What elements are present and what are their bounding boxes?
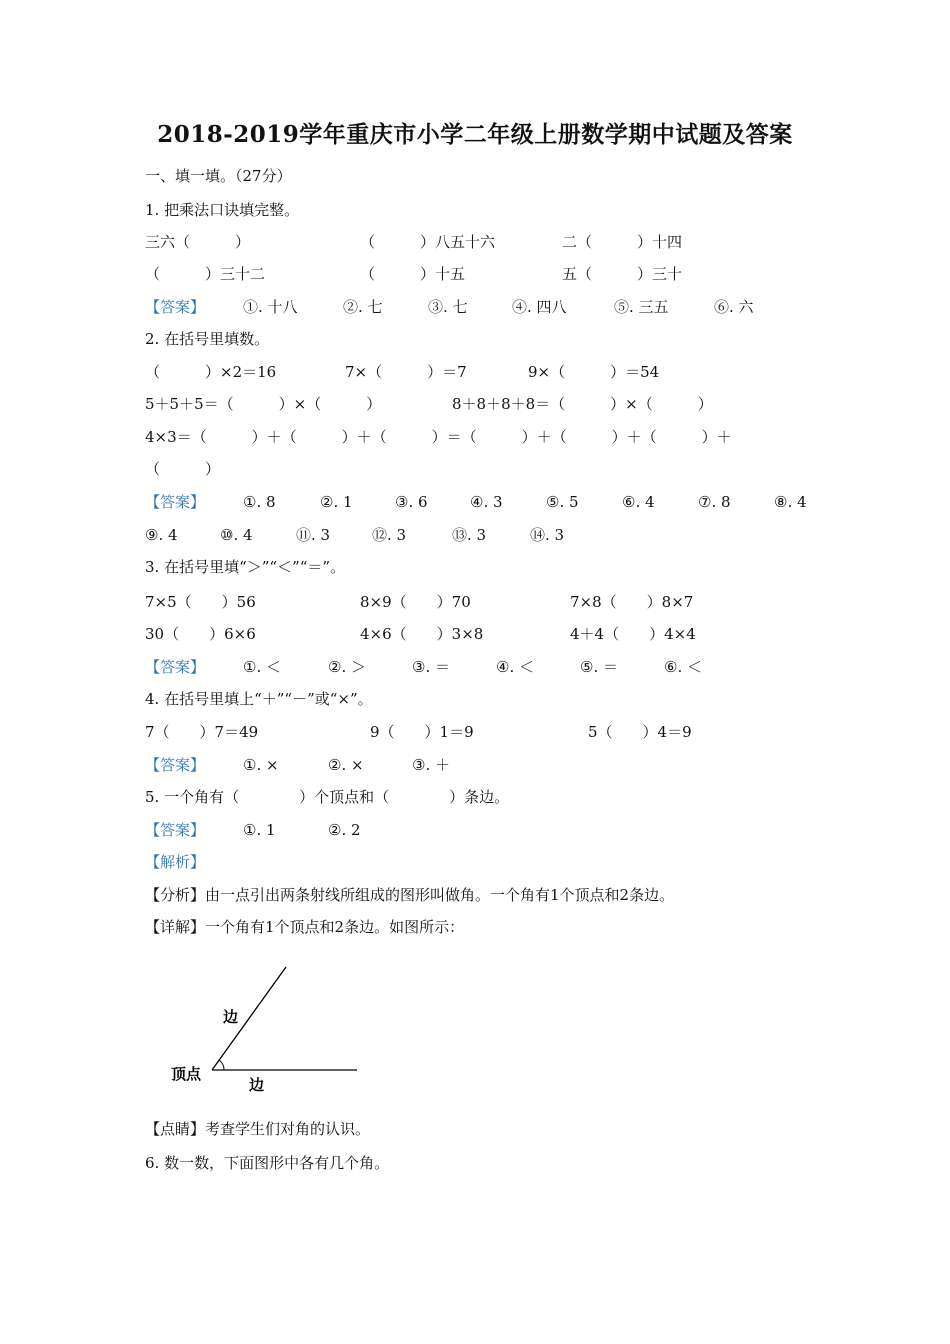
angle-arc [219, 1060, 224, 1070]
side-label-upper: 边 [223, 1008, 239, 1026]
answer-item: ②. ＞ [328, 658, 366, 676]
question-6-stem: 6. 数一数，下面图形中各有几个角。 [145, 1154, 390, 1172]
question-1-row-2 [0, 264, 950, 284]
answer-item: ③. ＝ [412, 658, 450, 676]
question-3-stem: 3. 在括号里填“＞”“＜”“＝”。 [145, 558, 346, 576]
blank-item: 30（ ）6×6 [145, 625, 256, 643]
blank-item: 4×6（ ）3×8 [360, 625, 484, 643]
answer-tag: 【答案】 [145, 493, 206, 511]
blank-item: 7×5（ ）56 [145, 593, 256, 611]
blank-item: 9（ ）1＝9 [370, 723, 474, 741]
detail-text: 【详解】一个角有1个顶点和2条边。如图所示： [145, 918, 465, 936]
blank-item: 7（ ）7＝49 [145, 723, 259, 741]
answer-item: ①. × [243, 756, 279, 774]
blank-item: （ ）八五十六 [360, 233, 496, 251]
question-4-answers [0, 755, 950, 775]
comment-text: 【点睛】考查学生们对角的认识。 [145, 1120, 371, 1138]
section-heading: 一、填一填。（27分） [145, 167, 292, 185]
question-1-stem: 1. 把乘法口诀填完整。 [145, 201, 300, 219]
answer-item: ⑭. 3 [530, 526, 565, 544]
blank-item: 三六（ ） [145, 233, 251, 251]
answer-item: ④. 3 [470, 493, 503, 511]
answer-item: ③. 6 [395, 493, 428, 511]
answer-item: ③. 七 [428, 298, 468, 316]
answer-item: ⑥. 4 [622, 493, 655, 511]
question-2-row-3: 4×3＝（ ）＋（ ）＋（ ）＝（ ）＋（ ）＋（ ）＋ [145, 428, 732, 446]
blank-item: （ ）十五 [360, 265, 466, 283]
answer-item: ⑩. 4 [220, 526, 253, 544]
answer-item: ⑤. 三五 [614, 298, 669, 316]
question-2-row-1 [0, 362, 950, 382]
blank-item: 4＋4（ ）4×4 [570, 625, 696, 643]
answer-tag: 【答案】 [145, 821, 206, 839]
question-2-row-2 [0, 394, 950, 414]
analysis-text: 【分析】由一点引出两条射线所组成的图形叫做角。一个角有1个顶点和2条边。 [145, 886, 675, 904]
analysis-tag: 【解析】 [145, 853, 206, 871]
answer-item: ⑦. 8 [698, 493, 731, 511]
blank-item: 5＋5＋5＝（ ）×（ ） [145, 395, 382, 413]
answer-item: ⑧. 4 [774, 493, 807, 511]
blank-item: 9×（ ）＝54 [528, 363, 660, 381]
answer-item: ①. 1 [243, 821, 276, 839]
blank-item: 5（ ）4＝9 [588, 723, 692, 741]
question-1-answers [0, 297, 950, 317]
answer-item: ④. ＜ [496, 658, 534, 676]
blank-item: 7×（ ）＝7 [345, 363, 467, 381]
answer-item: ③. ＋ [412, 756, 450, 774]
angle-figure [165, 962, 365, 1097]
question-2-answers-1 [0, 492, 950, 512]
question-1-row-1 [0, 232, 950, 252]
page-title: 2018-2019学年重庆市小学二年级上册数学期中试题及答案 [157, 121, 793, 148]
question-2-row-4: （ ） [145, 460, 221, 478]
question-5-stem: 5. 一个角有（ ）个顶点和（ ）条边。 [145, 788, 510, 806]
answer-item: ①. 十八 [243, 298, 298, 316]
question-3-row-2 [0, 624, 950, 644]
answer-item: ⑥. 六 [714, 298, 754, 316]
blank-item: 8×9（ ）70 [360, 593, 471, 611]
blank-item: 二（ ）十四 [562, 233, 683, 251]
answer-item: ②. × [328, 756, 364, 774]
question-2-answers-2 [0, 525, 950, 545]
answer-item: ⑪. 3 [296, 526, 331, 544]
answer-item: ⑤. 5 [546, 493, 579, 511]
answer-tag: 【答案】 [145, 756, 206, 774]
question-4-row-1 [0, 722, 950, 742]
question-4-stem: 4. 在括号里填上“＋”“－”或“×”。 [145, 690, 373, 708]
answer-item: ⑥. ＜ [664, 658, 702, 676]
answer-tag: 【答案】 [145, 658, 206, 676]
blank-item: 五（ ）三十 [562, 265, 683, 283]
answer-item: ④. 四八 [512, 298, 567, 316]
answer-item: ⑨. 4 [145, 526, 178, 544]
answer-item: ⑬. 3 [452, 526, 487, 544]
blank-item: 7×8（ ）8×7 [570, 593, 694, 611]
question-3-row-1 [0, 592, 950, 612]
question-2-stem: 2. 在括号里填数。 [145, 330, 270, 348]
answer-item: ①. 8 [243, 493, 276, 511]
blank-item: （ ）×2＝16 [145, 363, 277, 381]
side-label-lower: 边 [249, 1076, 265, 1094]
question-5-answers [0, 820, 950, 840]
answer-item: ⑫. 3 [372, 526, 407, 544]
answer-item: ②. 七 [343, 298, 383, 316]
answer-item: ①. ＜ [243, 658, 281, 676]
vertex-label: 顶点 [171, 1065, 202, 1083]
answer-item: ⑤. ＝ [580, 658, 618, 676]
answer-item: ②. 2 [328, 821, 361, 839]
answer-tag: 【答案】 [145, 298, 206, 316]
blank-item: （ ）三十二 [145, 265, 266, 283]
question-3-answers [0, 657, 950, 677]
answer-item: ②. 1 [320, 493, 353, 511]
blank-item: 8＋8＋8＋8＝（ ）×（ ） [452, 395, 713, 413]
